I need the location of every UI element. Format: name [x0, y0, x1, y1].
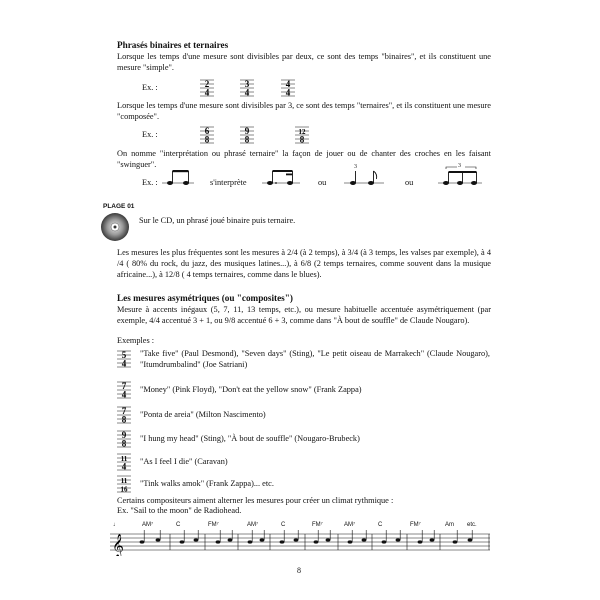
time-signature-12-8 [295, 126, 309, 144]
section-title-phrases: Phrasés binaires et ternaires [117, 40, 229, 50]
tempo-mark: ♩ [113, 522, 119, 528]
time-signature-top: 4 [285, 79, 291, 89]
note-head [194, 538, 199, 541]
time-signature-3-4 [240, 79, 254, 97]
plage-text: Sur le CD, un phrasé joué binaire puis ternaire. [139, 216, 296, 225]
time-signature-top: 3 [244, 79, 250, 89]
note-head [430, 538, 435, 541]
ou-label-1: ou [318, 178, 327, 187]
time-signature-bottom: 4 [121, 389, 127, 399]
chord-symbol: AM⁷ [344, 522, 356, 528]
time-signature-bottom: 4 [121, 461, 127, 471]
time-signature-bottom: 8 [204, 134, 210, 144]
example-song-text: "Take five" (Paul Desmond), "Seven days" (Sting), "Le petit oiseau de Marrakech" (Claude Nougaro), "Itumdrumbalind" (Joe Satriani) [140, 349, 490, 369]
example-time-signature [117, 430, 131, 448]
time-signature-top: 11 [120, 455, 128, 463]
note-head [418, 540, 423, 543]
note-head [280, 540, 285, 543]
time-signature-2-4 [200, 79, 214, 97]
time-signature-bottom: 4 [121, 358, 127, 368]
section-title-asymmetric: Les mesures asymétriques (ou "composites") [117, 293, 293, 303]
example-time-signature [117, 453, 131, 471]
triplet-number-1: 3 [354, 164, 357, 170]
time-signature-bottom: 8 [121, 414, 127, 424]
time-signature-9-8 [240, 126, 254, 144]
paragraph-common-meters: Les mesures les plus fréquentes sont les mesures à 2/4 (à 2 temps), à 3/4 (à 3 temps, les valses par exemple), à 4 /4 ( 80% du rock, du jazz, des musiques latines...), à 6/8 (2 temps ternaires, comme souvent dans la musique africaine...), à 12/8 ( 4 temps ternaires, comme dans le blues). [117, 248, 491, 279]
treble-clef-icon: 𝄞 [112, 533, 124, 556]
paragraph-alternate: Certains compositeurs aiment alterner les mesures pour créer un climat rythmique : [117, 496, 394, 505]
paragraph-asymmetric: Mesure à accents inégaux (5, 7, 11, 13 temps, etc.), ou mesure habituelle accentuée asymétriquement (par exemple, 4/4 accentué 3 + 1, ou 9/8 accentué 6 + 3, comme dans "À bout de souffle" de Claude Nougaro). [117, 305, 491, 325]
ex-label-3: Ex. : [142, 178, 158, 187]
chord-symbol: C [378, 522, 383, 528]
note-head [180, 540, 185, 543]
time-signature-bottom: 4 [204, 87, 210, 97]
paragraph-swing: On nomme "interprétation ou phrasé ternaire" la façon de jouer ou de chanter des croches en les faisant "swinguer". [117, 149, 491, 169]
time-signature-bottom: 4 [244, 87, 250, 97]
chord-symbol: FM⁷ [208, 522, 219, 528]
time-signature-top: 6 [204, 126, 210, 136]
triplet-quarter-eighth-icon [344, 166, 384, 190]
paragraph-ternary: Lorsque les temps d'une mesure sont divisibles par 3, ce sont des temps "ternaires", et ils constituent une mesure "composée". [117, 101, 491, 121]
note-head [453, 540, 458, 543]
page-number: 8 [297, 566, 301, 575]
time-signature-4-4 [281, 79, 295, 97]
note-head [396, 538, 401, 541]
eighth-notes-pair-icon [162, 168, 194, 190]
paragraph-binary: Lorsque les temps d'une mesure sont divisibles par deux, ce sont des temps "binaires", et ils constituent une mesure "simple". [117, 52, 491, 72]
example-song-text: "Ponta de areia" (Milton Nascimento) [140, 410, 266, 419]
note-head [362, 538, 367, 541]
time-signature-top: 5 [121, 350, 127, 360]
time-signature-top: 9 [244, 126, 250, 136]
time-signature-bottom: 8 [299, 134, 305, 144]
chord-symbol: C [281, 522, 286, 528]
time-signature-top: 12 [298, 128, 306, 136]
example-song-text: "Money" (Pink Floyd), "Don't eat the yellow snow" (Frank Zappa) [140, 385, 362, 394]
ex-label-2: Ex. : [142, 130, 158, 139]
chord-symbol: FM⁷ [312, 522, 323, 528]
example-song-text: "I hung my head" (Sting), "À bout de souffle" (Nougaro-Brubeck) [140, 434, 360, 443]
ou-label-2: ou [405, 178, 414, 187]
examples-label: Exemples : [117, 336, 155, 345]
example-radiohead: Ex. "Sail to the moon" de Radiohead. [117, 506, 242, 515]
chord-symbol: AM⁷ [247, 522, 259, 528]
example-song-text: "As I feel I die" (Caravan) [140, 457, 228, 466]
note-head [468, 538, 473, 541]
time-signature-bottom: 4 [285, 87, 291, 97]
chord-symbol: Am [445, 522, 454, 528]
note-head [140, 540, 145, 543]
example-time-signature [117, 350, 131, 368]
time-signature-6-8 [200, 126, 214, 144]
triplet-number-2: 3 [458, 163, 461, 169]
note-head [228, 538, 233, 541]
time-signature-top: 9 [121, 430, 127, 440]
plage-label: PLAGE 01 [103, 203, 135, 210]
note-head [314, 540, 319, 543]
note-head [248, 540, 253, 543]
note-head [216, 540, 221, 543]
note-head [260, 538, 265, 541]
music-staff [110, 530, 490, 556]
time-signature-bottom: 8 [244, 134, 250, 144]
time-signature-top: 7 [121, 406, 127, 416]
triplet-eighths-icon [438, 166, 482, 190]
example-time-signature [117, 381, 131, 399]
cd-icon [98, 212, 132, 242]
example-time-signature [117, 475, 131, 493]
dotted-eighth-sixteenth-icon [262, 168, 300, 190]
chord-symbol: FM⁷ [410, 522, 421, 528]
note-head [382, 540, 387, 543]
note-head [326, 538, 331, 541]
time-signature-top: 7 [121, 381, 127, 391]
time-signature-bottom: 8 [121, 438, 127, 448]
note-head [294, 538, 299, 541]
example-time-signature [117, 406, 131, 424]
chord-symbol: AM⁷ [142, 522, 154, 528]
time-signature-bottom: 16 [120, 485, 128, 493]
chord-symbol: etc. [467, 522, 477, 528]
note-head [348, 540, 353, 543]
note-head [156, 538, 161, 541]
example-song-text: "Tink walks amok" (Frank Zappa)... etc. [140, 479, 274, 488]
chord-symbol: C [176, 522, 181, 528]
time-signature-top: 11 [120, 477, 128, 485]
time-signature-top: 2 [204, 79, 210, 89]
ex-label: Ex. : [142, 83, 158, 92]
interprete-label: s'interprète [210, 178, 247, 187]
